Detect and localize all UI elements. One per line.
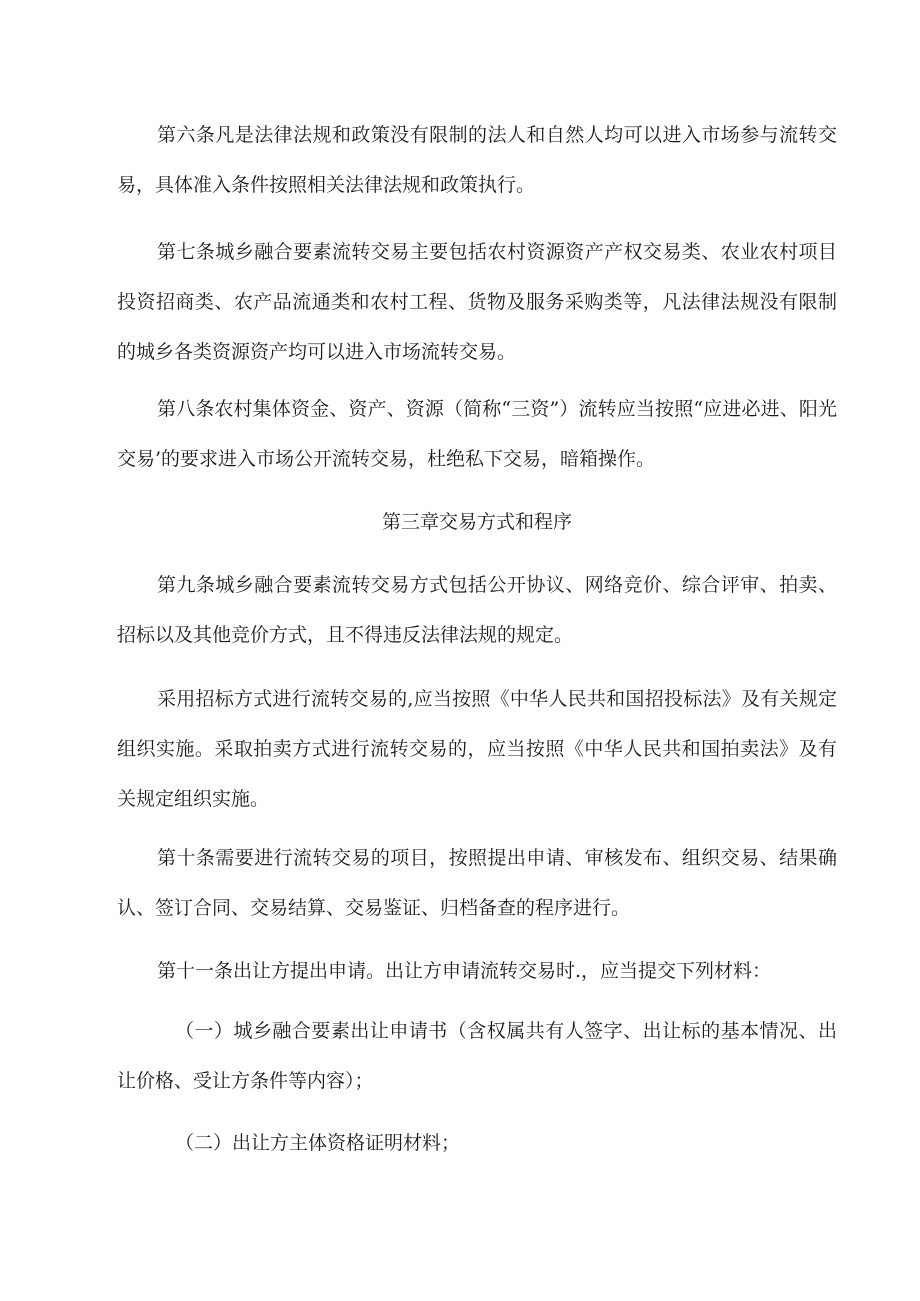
- list-item: （二）出让方主体资格证明材料；: [175, 1132, 461, 1154]
- tender-auction-paragraph: 采用招标方式进行流转交易的,应当按照《中华人民共和国招投标法》及有关规定组织实施。采取拍卖方式进行流转交易的，应当按照《中华人民共和国拍卖法》及有关规定组织实施。: [117, 688, 837, 810]
- article-8-paragraph: 第八条农村集体资金、资产、资源（简称“三资”）流转应当按照“应进必进、阳光交易’的要求进入市场公开流转交易，杜绝私下交易，暗箱操作。: [117, 398, 837, 470]
- article-10-paragraph: 第十条需要进行流转交易的项目，按照提出申请、审核发布、组织交易、结果确认、签订合同、交易结算、交易鉴证、归档备查的程序进行。: [117, 847, 837, 919]
- article-6-paragraph: 第六条凡是法律法规和政策没有限制的法人和自然人均可以进入市场参与流转交易，具体准入条件按照相关法律法规和政策执行。: [117, 124, 837, 196]
- article-11-paragraph: 第十一条出让方提出申请。出让方申请流转交易时.，应当提交下列材料：: [157, 960, 772, 982]
- article-9-paragraph: 第九条城乡融合要素流转交易方式包括公开协议、网络竞价、综合评审、拍卖、招标以及其他竞价方式，且不得违反法律法规的规定。: [117, 574, 837, 646]
- list-item: （一）城乡融合要素出让申请书（含权属共有人签字、出让标的基本情况、出让价格、受让方条件等内容）；: [117, 1020, 837, 1092]
- chapter-heading: 第三章交易方式和程序: [381, 511, 572, 533]
- article-7-paragraph: 第七条城乡融合要素流转交易主要包括农村资源资产产权交易类、农业农村项目投资招商类、农产品流通类和农村工程、货物及服务采购类等，凡法律法规没有限制的城乡各类资源资产均可以进入市场流转交易。: [117, 241, 837, 363]
